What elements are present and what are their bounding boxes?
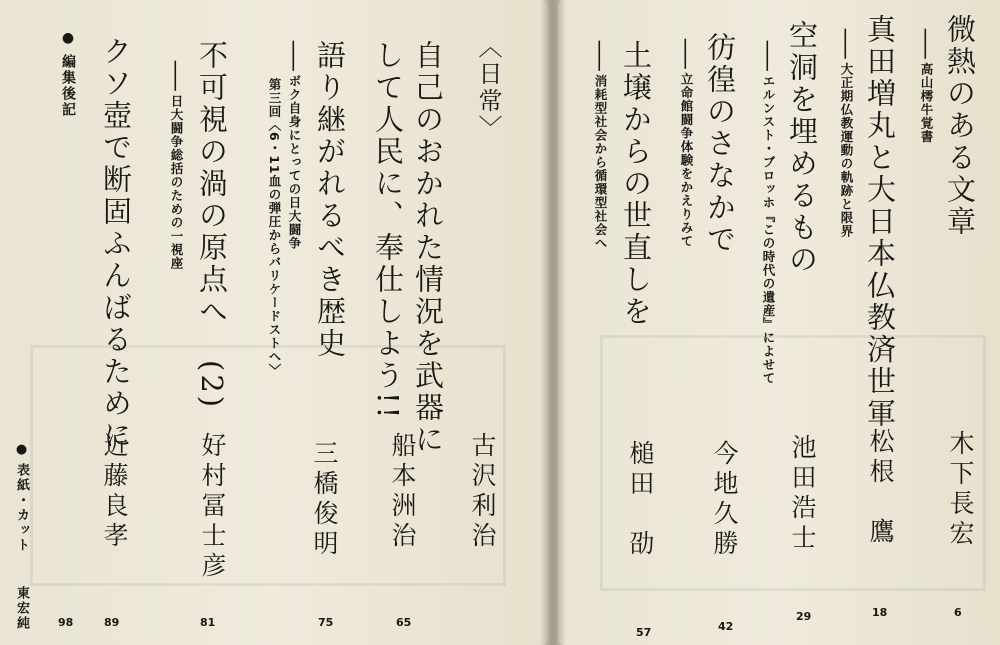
- entry-subtitle: ———日大闘争総括のための一視座: [169, 60, 184, 270]
- book-gutter: [540, 0, 566, 645]
- entry-subtitle-text: 日大闘争総括のための一視座: [169, 94, 184, 270]
- entry-subtitle-text: 立命館闘争体験をかえりみて: [679, 72, 694, 248]
- page-number: 81: [200, 616, 216, 629]
- cover-credit: [14, 442, 29, 553]
- page-number: 42: [718, 620, 734, 633]
- page-number: 89: [104, 616, 120, 629]
- entry-title: クソ壺で断固ふんばるために: [99, 36, 133, 452]
- entry-title: 微熱のある文章: [943, 14, 977, 238]
- entry-subtitle: ———高山樗牛覚書: [919, 28, 934, 144]
- bullet-icon: ●: [60, 30, 76, 48]
- entry-author: 三橋俊明: [310, 440, 339, 560]
- entry-subtitle: ———エルンスト・ブロッホ『この時代の遺産』によせて: [761, 40, 776, 385]
- page-number: 57: [636, 626, 652, 639]
- entry-title: 土壌からの世直しを: [619, 40, 653, 328]
- entry-author: 池田浩士: [788, 434, 817, 554]
- entry-subtitle-text: 大正期仏教運動の軌跡と限界: [839, 62, 854, 238]
- entry-author: 古沢利治: [468, 432, 497, 552]
- entry-author: 今地久勝: [710, 440, 739, 560]
- entry-title-line: 自己のおかれた情況を武器に: [411, 40, 445, 456]
- page-number: 29: [796, 610, 812, 623]
- entry-author: 好村冨士彦: [198, 432, 227, 582]
- entry-subtitle: ———立命館闘争体験をかえりみて: [679, 38, 694, 248]
- entry-author: 船本洲治: [388, 432, 417, 552]
- entry-subtitle-line: 第三回〈6・11血の弾圧からバリケードストへ〉: [267, 78, 282, 378]
- entry-subtitle: ———消耗型社会から循環型社会へ: [593, 40, 608, 250]
- entry-subtitle-text: ボク自身にとっての日大闘争: [287, 74, 302, 250]
- cover-artist: 東宏純: [14, 586, 29, 631]
- entry-title: 不可視の渦の原点へ (2): [195, 40, 229, 411]
- entry-subtitle: ———大正期仏教運動の軌跡と限界: [839, 28, 854, 238]
- entry-title: 彷徨のさなかで: [703, 32, 737, 256]
- entry-subtitle: ———ボク自身にとっての日大闘争: [287, 40, 302, 250]
- entry-subtitle-text: 消耗型社会から循環型社会へ: [593, 74, 608, 250]
- section-label: 〈日常〉: [474, 34, 502, 142]
- entry-title: 空洞を埋めるもの: [785, 20, 819, 276]
- page-number: 98: [58, 616, 74, 629]
- cover-label: 表紙・カット: [14, 463, 29, 553]
- page-number: 75: [318, 616, 334, 629]
- bullet-icon: ●: [14, 442, 29, 459]
- entry-subtitle-text: エルンスト・ブロッホ『この時代の遺産』によせて: [761, 74, 776, 385]
- page-number: 18: [872, 606, 888, 619]
- entry-title: 語り継がれるべき歴史: [313, 40, 347, 360]
- entry-author: 槌田 劭: [626, 440, 655, 560]
- entry-title: 真田増丸と大日本仏教済世軍: [863, 14, 897, 430]
- page-number: 65: [396, 616, 412, 629]
- entry-author: 松根 鷹: [866, 428, 895, 548]
- editorial-note: [60, 30, 76, 118]
- entry-subtitle-text: 高山樗牛覚書: [919, 62, 934, 144]
- page-number: 6: [954, 606, 962, 619]
- entry-author: 木下長宏: [946, 430, 975, 550]
- editorial-note-text: 編集後記: [60, 54, 76, 118]
- entry-title-line: して人民に、奉仕しよう!!: [371, 40, 405, 422]
- entry-author: 近藤良孝: [100, 432, 129, 552]
